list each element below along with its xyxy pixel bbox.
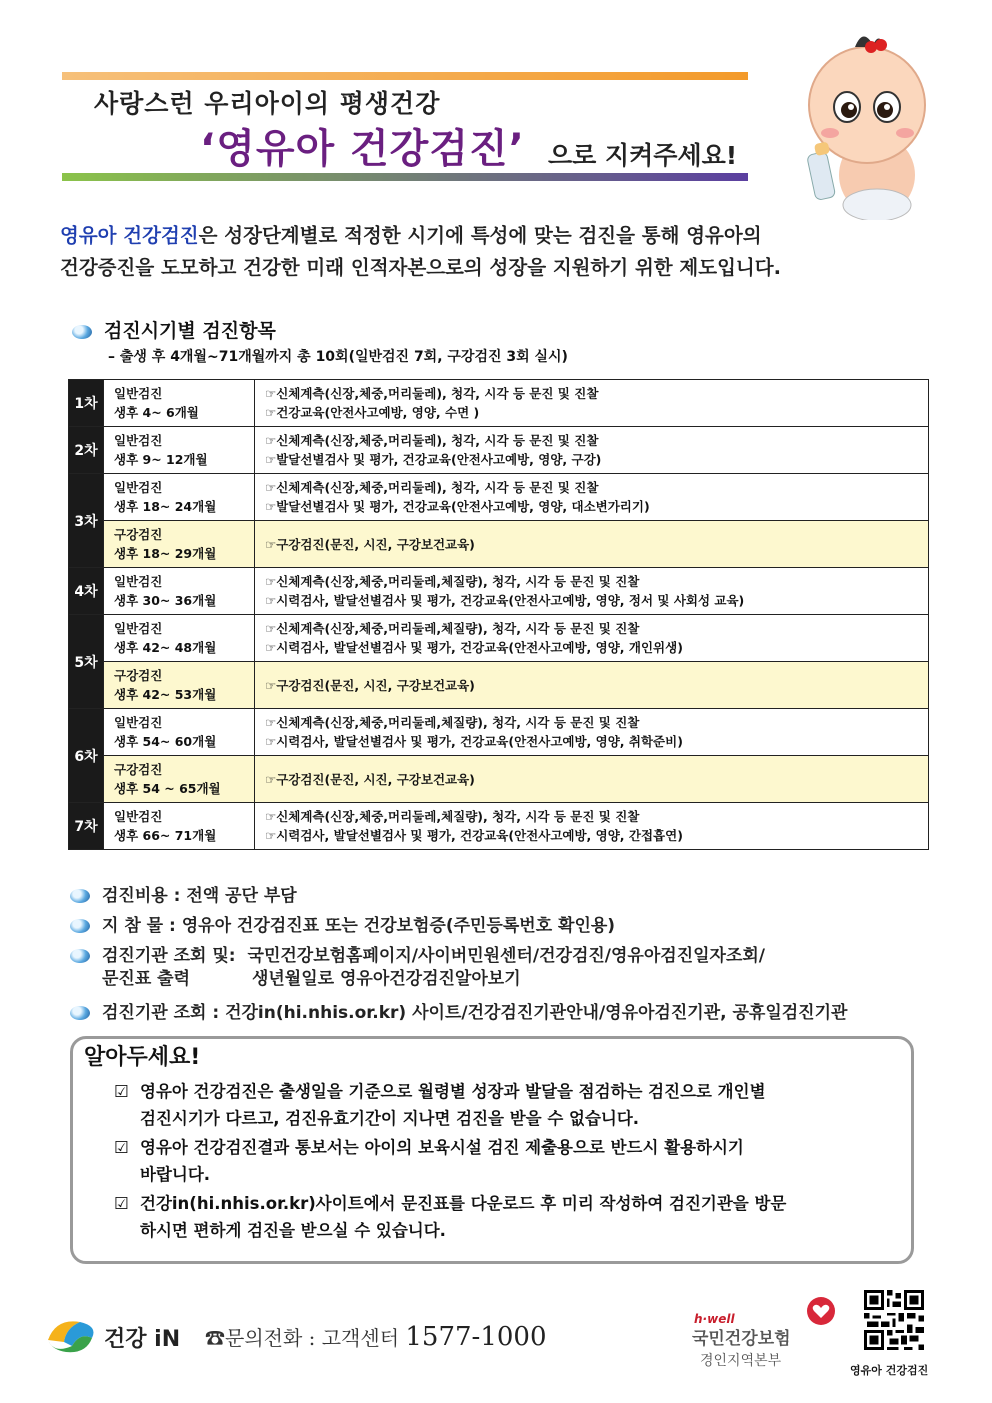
nhis-branch: 경인지역본부: [700, 1353, 782, 1369]
table-row: [69, 709, 929, 756]
exam-kind: 일반검진 생후 42~ 48개월: [104, 615, 255, 662]
header-top-bar: [62, 72, 748, 80]
qr-code-icon[interactable]: [864, 1290, 924, 1350]
info-print: 문진표 출력 생년월일로 영유아건강검진알아보기: [102, 969, 521, 989]
round-label: 3차: [69, 474, 104, 568]
header-bottom-bar: [62, 173, 748, 181]
baby-illustration: [785, 25, 940, 220]
health-in-logo-icon: [46, 1318, 98, 1354]
exam-kind: 일반검진 생후 9~ 12개월: [104, 427, 255, 474]
exam-items: ☞신체계측(신장,체중,머리둘레), 청각, 시각 등 문진 및 진찰 ☞발달선별검사 및 평가, 건강교육(안전사고예방, 영양, 구강): [255, 427, 929, 474]
bullet-icon: [70, 1006, 90, 1020]
round-label: 1차: [69, 380, 104, 427]
exam-items: ☞신체계측(신장,체중,머리둘레), 청각, 시각 등 문진 및 진찰 ☞건강교육(안전사고예방, 영양, 수면 ): [255, 380, 929, 427]
table-row: [69, 662, 929, 709]
table-row: [69, 615, 929, 662]
exam-items: ☞신체계측(신장,체중,머리둘레,체질량), 청각, 시각 등 문진 및 진찰 ☞시력검사, 발달선별검사 및 평가, 건강교육(안전사고예방, 영양, 취학준비): [255, 709, 929, 756]
exam-kind: 일반검진 생후 54~ 60개월: [104, 709, 255, 756]
section-title: 검진시기별 검진항목: [72, 316, 276, 343]
table-row: [69, 568, 929, 615]
notice-item: ☑ 건강in(hi.nhis.or.kr)사이트에서 문진표를 다운로드 후 미리 작성하여 검진기관을 방문 하시면 편하게 검진을 받으실 수 있습니다.: [114, 1190, 898, 1244]
bullet-icon: [72, 325, 92, 339]
exam-items: ☞신체계측(신장,체중,머리둘레,체질량), 청각, 시각 등 문진 및 진찰 ☞시력검사, 발달선별검사 및 평가, 건강교육(안전사고예방, 영양, 간접흡연): [255, 803, 929, 850]
info-lookup: 검진기관 조회 및: 국민건강보험홈페이지/사이버민원센터/건강검진/영유아검진일자조회/: [70, 941, 765, 966]
heart-icon: [806, 1296, 836, 1326]
exam-kind: 구강검진 생후 54 ~ 65개월: [104, 756, 255, 803]
round-label: 2차: [69, 427, 104, 474]
exam-items: ☞신체계측(신장,체중,머리둘레,체질량), 청각, 시각 등 문진 및 진찰 ☞시력검사, 발달선별검사 및 평가, 건강교육(안전사고예방, 영양, 정서 및 사회성 교육): [255, 568, 929, 615]
exam-kind: 일반검진 생후 66~ 71개월: [104, 803, 255, 850]
bullet-icon: [70, 949, 90, 963]
contact-phone: ☎문의전화 : 고객센터 1577-1000: [205, 1322, 547, 1352]
bullet-icon: [70, 919, 90, 933]
checkbox-icon: ☑: [114, 1194, 129, 1213]
exam-schedule-table: [68, 379, 929, 850]
table-row: [69, 803, 929, 850]
intro-line2: 건강증진을 도모하고 건강한 미래 인적자본으로의 성장을 지원하기 위한 제도입니다.: [60, 256, 782, 279]
header-title: ‘영유아 건강검진’: [200, 126, 525, 172]
header-line3: 으로 지켜주세요!: [548, 141, 738, 170]
header-line1: 사랑스런 우리아이의 평생건강: [94, 89, 441, 118]
notice-title: 알아두세요!: [84, 1045, 201, 1070]
exam-items: ☞구강검진(문진, 시진, 구강보건교육): [255, 756, 929, 803]
exam-items: ☞신체계측(신장,체중,머리둘레), 청각, 시각 등 문진 및 진찰 ☞발달선별검사 및 평가, 건강교육(안전사고예방, 영양, 대소변가리기): [255, 474, 929, 521]
info-org: 검진기관 조회 : 건강in(hi.nhis.or.kr) 사이트/건강검진기관안내/영유아검진기관, 공휴일검진기관: [70, 998, 847, 1023]
intro-highlight: 영유아 건강검진: [60, 224, 199, 247]
round-label: 4차: [69, 568, 104, 615]
exam-kind: 일반검진 생후 4~ 6개월: [104, 380, 255, 427]
qr-label: 영유아 건강검진: [850, 1364, 929, 1377]
exam-kind: 일반검진 생후 30~ 36개월: [104, 568, 255, 615]
intro-line1: 은 성장단계별로 적정한 시기에 특성에 맞는 검진을 통해 영유아의: [198, 224, 762, 247]
exam-items: ☞신체계측(신장,체중,머리둘레,체질량), 청각, 시각 등 문진 및 진찰 ☞시력검사, 발달선별검사 및 평가, 건강교육(안전사고예방, 영양, 개인위생): [255, 615, 929, 662]
exam-kind: 구강검진 생후 42~ 53개월: [104, 662, 255, 709]
intro-paragraph: [60, 220, 940, 284]
exam-items: ☞구강검진(문진, 시진, 구강보건교육): [255, 521, 929, 568]
table-row: [69, 521, 929, 568]
notice-item: ☑ 영유아 건강검진결과 통보서는 아이의 보육시설 검진 제출용으로 반드시 활용하시기 바랍니다.: [114, 1134, 898, 1188]
health-in-logo-text: 건강 iN: [104, 1327, 181, 1352]
notice-item: ☑ 영유아 건강검진은 출생일을 기준으로 월령별 성장과 발달을 점검하는 검진으로 개인별 검진시기가 다르고, 검진유효기간이 지나면 검진을 받을 수 없습니다.: [114, 1078, 898, 1132]
hwell-mark: h·well: [694, 1312, 735, 1326]
table-row: [69, 380, 929, 427]
round-label: 6차: [69, 709, 104, 803]
info-cost: 검진비용 : 전액 공단 부담: [70, 881, 297, 906]
bullet-icon: [70, 889, 90, 903]
exam-items: ☞구강검진(문진, 시진, 구강보건교육): [255, 662, 929, 709]
section-subtitle: – 출생 후 4개월~71개월까지 총 10회(일반검진 7회, 구강검진 3회 실시): [108, 349, 568, 365]
table-row: [69, 427, 929, 474]
checkbox-icon: ☑: [114, 1082, 129, 1101]
exam-kind: 구강검진 생후 18~ 29개월: [104, 521, 255, 568]
round-label: 7차: [69, 803, 104, 850]
exam-kind: 일반검진 생후 18~ 24개월: [104, 474, 255, 521]
checkbox-icon: ☑: [114, 1138, 129, 1157]
info-bring: 지 참 물 : 영유아 건강검진표 또는 건강보험증(주민등록번호 확인용): [70, 911, 615, 936]
table-row: [69, 756, 929, 803]
round-label: 5차: [69, 615, 104, 709]
nhis-name: 국민건강보험: [692, 1329, 791, 1349]
table-row: [69, 474, 929, 521]
